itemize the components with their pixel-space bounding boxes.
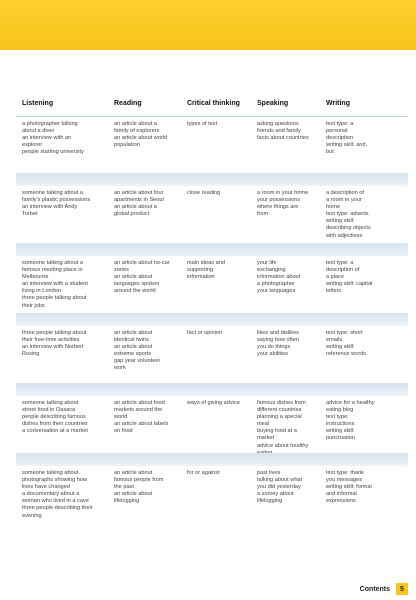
cell-line: text type: a: [326, 121, 354, 127]
cell-line: world: [114, 414, 128, 421]
cell-line: an article about a: [114, 121, 157, 127]
cell-line: planning a special: [257, 414, 302, 421]
cell-line: ways of giving advice: [187, 400, 240, 406]
cell-line: a documentary about a: [22, 491, 80, 498]
cell-reading: [114, 260, 184, 295]
cell-line: talking about what: [257, 477, 303, 484]
cell-line: lifelogging: [114, 498, 140, 505]
cell-line: from: [257, 211, 269, 218]
cell-listening: [22, 190, 118, 218]
cell-line: zones: [114, 267, 129, 274]
cell-line: an article about food: [114, 400, 165, 406]
cell-line: text type: a: [326, 260, 354, 266]
cell-critical-thinking: [187, 121, 257, 128]
cell-critical-thinking: [187, 260, 257, 281]
cell-reading: [114, 330, 184, 373]
cell-line: exchanging: [257, 267, 286, 274]
top-yellow-band: [0, 0, 416, 50]
cell-line: an interview with a student: [22, 281, 88, 288]
cell-line: description of: [326, 267, 360, 274]
cell-line: writing skill: formal: [326, 484, 372, 491]
cell-critical-thinking: [187, 190, 257, 197]
cell-listening: [22, 330, 118, 358]
cell-line: close reading: [187, 190, 221, 196]
cell-line: different countries: [257, 407, 302, 414]
cell-line: market: [257, 435, 275, 442]
cell-line: asking questions: [257, 121, 299, 127]
cell-line: three people talking about: [22, 330, 87, 336]
cell-line: a survey about: [257, 491, 294, 498]
cell-writing: [326, 470, 406, 505]
cell-line: the past: [114, 484, 134, 491]
cell-line: you do things: [257, 344, 291, 351]
cell-line: expressions: [326, 498, 356, 505]
table-row: [16, 186, 408, 243]
cell-line: text type: thank: [326, 470, 364, 476]
cell-writing: [326, 190, 406, 240]
cell-line: population: [114, 142, 140, 149]
cell-line: advice about healthy: [257, 442, 309, 449]
header-listening: Listening: [22, 100, 54, 107]
cell-line: an article about four: [114, 190, 164, 196]
cell-line: street food in Oaxaca: [22, 407, 76, 414]
cell-line: family's plastic possessions: [22, 197, 91, 204]
table-row: [16, 326, 408, 383]
cell-line: eating blog: [326, 407, 354, 414]
cell-line: writing skill:: [326, 428, 355, 435]
cell-line: about a diver: [22, 128, 55, 135]
cell-line: an article about a: [114, 204, 157, 211]
header-reading: Reading: [114, 100, 142, 107]
cell-line: gap year volunteer: [114, 358, 161, 365]
cell-line: lifelogging: [257, 498, 283, 505]
cell-line: a photographer: [257, 281, 295, 288]
cell-line: on food: [114, 428, 133, 435]
cell-listening: [22, 470, 118, 520]
cell-critical-thinking: [187, 470, 257, 477]
cell-speaking: [257, 400, 323, 457]
header-speaking: Speaking: [257, 100, 289, 107]
cell-reading: [114, 470, 184, 505]
cell-line: information about: [257, 274, 301, 281]
table-row: [16, 256, 408, 313]
cell-line: three people describing their: [22, 505, 93, 512]
cell-line: advice for a healthy: [326, 400, 375, 406]
cell-line: explorer: [22, 142, 43, 149]
cell-line: woman who lived in a cave: [22, 498, 89, 505]
cell-line: their jobs: [22, 302, 45, 309]
cell-line: their free-time activities: [22, 337, 80, 344]
table-body: [0, 117, 416, 543]
cell-listening: [22, 121, 118, 156]
cell-line: languages spoken: [114, 281, 160, 288]
cell-line: an article about no-car: [114, 260, 170, 266]
cell-line: photographs showing how: [22, 477, 87, 484]
cell-line: famous meeting place in: [22, 267, 83, 274]
cell-speaking: [257, 470, 323, 505]
cell-line: an article about labels: [114, 421, 169, 428]
cell-reading: [114, 400, 184, 435]
cell-writing: [326, 260, 406, 295]
table-row: [16, 396, 408, 453]
cell-line: someone talking about a: [22, 190, 83, 196]
cell-line: an interview with Andy: [22, 204, 78, 211]
cell-line: a description of: [326, 190, 364, 196]
cell-line: writing skill: and,: [326, 142, 368, 149]
cell-line: an article about: [114, 274, 153, 281]
table-row: [16, 117, 408, 173]
cell-line: an article about: [114, 330, 153, 336]
cell-line: text type: short: [326, 330, 363, 336]
cell-line: fact or opinion: [187, 330, 223, 336]
cell-line: your abilities: [257, 351, 289, 358]
cell-line: and informal: [326, 491, 357, 498]
cell-line: global product: [114, 211, 150, 218]
cell-line: information: [187, 274, 215, 281]
cell-line: around the world: [114, 288, 156, 295]
cell-line: apartments in Seoul: [114, 197, 164, 204]
cell-line: an article about world: [114, 135, 168, 142]
row-separator: [16, 383, 408, 396]
cell-line: people starting university: [22, 149, 84, 156]
row-separator: [16, 243, 408, 256]
cell-line: you did yesterday: [257, 484, 301, 491]
cell-line: text type: adverts: [326, 211, 369, 218]
cell-line: an article about: [114, 344, 153, 351]
cell-line: family of explorers: [114, 128, 160, 135]
cell-critical-thinking: [187, 400, 257, 407]
cell-line: Melbourne: [22, 274, 49, 281]
cell-line: work: [114, 365, 126, 372]
cell-line: someone talking about: [22, 470, 79, 476]
cell-line: an article about: [114, 470, 153, 476]
cell-line: an interview with an: [22, 135, 72, 142]
cell-line: evening: [22, 512, 42, 519]
cell-line: someone talking about a: [22, 260, 83, 266]
cell-line: with adjectives: [326, 232, 363, 239]
cell-line: letters: [326, 288, 342, 295]
cell-line: dishes from their countries: [22, 421, 88, 428]
cell-speaking: [257, 260, 323, 295]
row-separator: [16, 173, 408, 186]
cell-line: you messages: [326, 477, 363, 484]
cell-line: writing skill:: [326, 218, 355, 225]
cell-line: punctuation: [326, 435, 355, 442]
cell-line: your possessions: [257, 197, 301, 204]
cell-speaking: [257, 190, 323, 218]
cell-listening: [22, 260, 118, 310]
header-writing: Writing: [326, 100, 350, 107]
cell-line: types of text: [187, 121, 218, 127]
cell-writing: [326, 330, 406, 358]
cell-line: for or against: [187, 470, 220, 476]
footer-contents-label: Contents: [359, 585, 390, 593]
cell-line: famous people from: [114, 477, 164, 484]
row-separator: [16, 313, 408, 326]
cell-writing: [326, 400, 406, 443]
cell-line: famous dishes from: [257, 400, 306, 406]
cell-line: describing objects: [326, 225, 371, 232]
cell-speaking: [257, 121, 323, 142]
cell-line: an interview with Norbert: [22, 344, 84, 351]
cell-line: writing skill:: [326, 344, 355, 351]
cell-line: facts about countries: [257, 135, 309, 142]
cell-line: but: [326, 149, 334, 156]
cell-speaking: [257, 330, 323, 358]
row-separator: [16, 453, 408, 466]
cell-line: instructions: [326, 421, 355, 428]
cell-line: emails: [326, 337, 343, 344]
page-footer: [360, 583, 408, 595]
cell-line: your languages: [257, 288, 296, 295]
cell-line: three people talking about: [22, 295, 87, 302]
cell-listening: [22, 400, 118, 435]
page-number-badge: 5: [396, 583, 408, 595]
cell-line: identical twins: [114, 337, 149, 344]
cell-line: a room in your: [326, 197, 362, 204]
cell-line: supporting: [187, 267, 214, 274]
cell-line: markets around the: [114, 407, 163, 414]
cell-line: main ideas and: [187, 260, 225, 266]
contents-table: [0, 96, 416, 543]
cell-line: a place: [326, 274, 345, 281]
cell-line: someone talking about: [22, 400, 79, 406]
cell-line: home: [326, 204, 340, 211]
cell-line: living in London: [22, 288, 61, 295]
cell-line: past lives: [257, 470, 281, 476]
cell-reading: [114, 190, 184, 218]
cell-line: description: [326, 135, 354, 142]
cell-line: extreme sports: [114, 351, 151, 358]
cell-line: where things are: [257, 204, 299, 211]
cell-line: your life: [257, 260, 277, 266]
header-critical-thinking: Critical thinking: [187, 100, 240, 107]
cell-line: a room in your home: [257, 190, 309, 196]
cell-line: personal: [326, 128, 348, 135]
cell-line: text type:: [326, 414, 349, 421]
cell-line: an article about: [114, 491, 153, 498]
cell-line: a photographer talking: [22, 121, 78, 127]
cell-reading: [114, 121, 184, 149]
cell-line: friends and family: [257, 128, 301, 135]
cell-line: Rosing: [22, 351, 40, 358]
cell-line: saying how often: [257, 337, 299, 344]
cell-writing: [326, 121, 406, 156]
table-header: [16, 96, 408, 117]
cell-line: Torbet: [22, 211, 38, 218]
cell-line: a conversation at a market: [22, 428, 88, 435]
cell-line: writing skill: capital: [326, 281, 373, 288]
cell-line: reference words: [326, 351, 367, 358]
cell-critical-thinking: [187, 330, 257, 337]
cell-line: meal: [257, 421, 270, 428]
cell-line: buying food at a: [257, 428, 297, 435]
cell-line: likes and dislikes: [257, 330, 299, 336]
table-row: [16, 466, 408, 543]
cell-line: people describing famous: [22, 414, 86, 421]
cell-line: lives have changed: [22, 484, 70, 491]
